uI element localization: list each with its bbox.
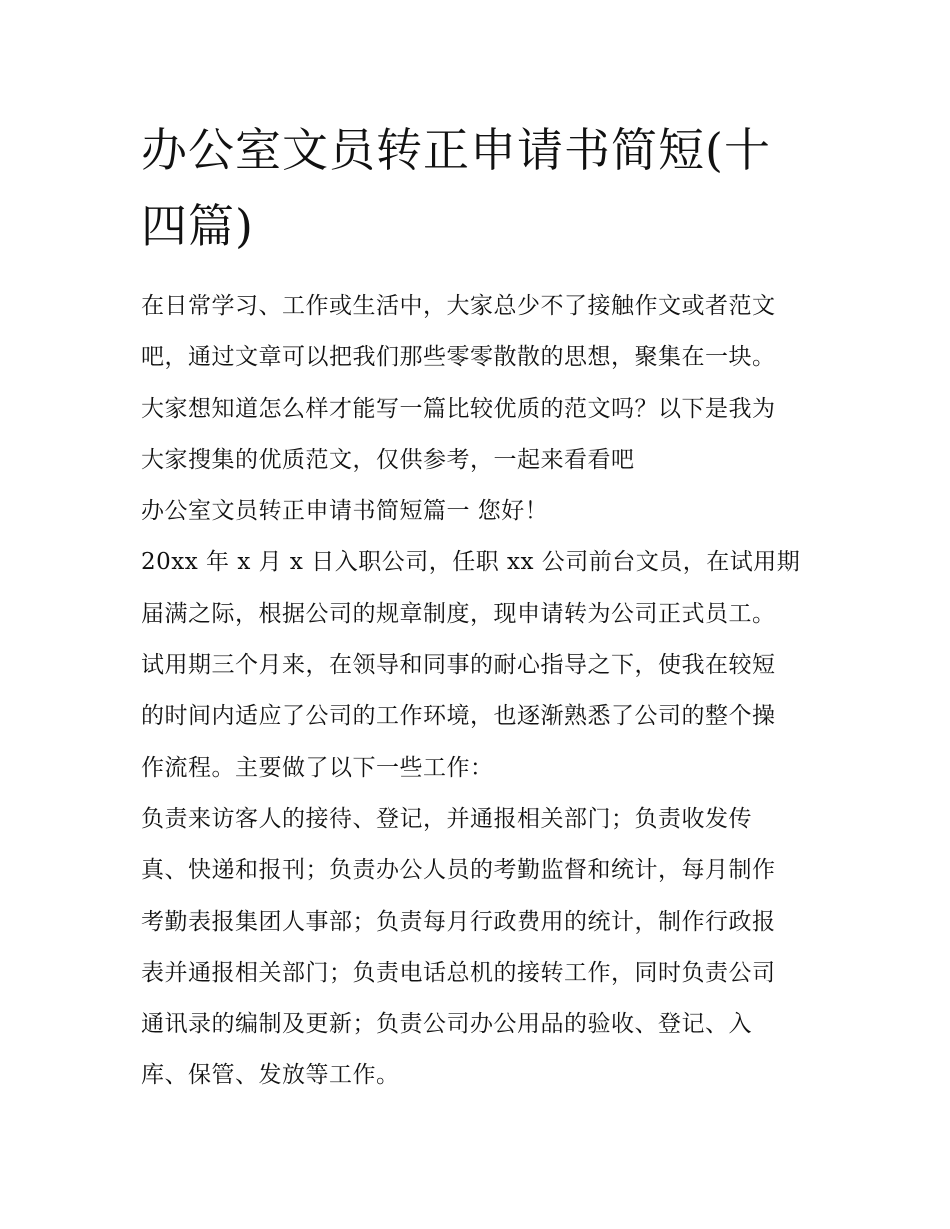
title-line: 办公室文员转正申请书简短(十 [141, 123, 771, 177]
document-body [141, 281, 821, 1102]
document-title [141, 112, 821, 264]
body-line: 吧，通过文章可以把我们那些零零散散的思想，聚集在一块。 [141, 344, 776, 371]
body-line: 的时间内适应了公司的工作环境，也逐渐熟悉了公司的整个操 [141, 703, 776, 730]
body-line: 表并通报相关部门；负责电话总机的接转工作，同时负责公司 [141, 959, 776, 986]
body-line: 20xx 年 x 月 x 日入职公司，任职 xx 公司前台文员，在试用期 [141, 549, 801, 576]
body-line: 库、保管、发放等工作。 [141, 1062, 400, 1089]
body-line: 试用期三个月来，在领导和同事的耐心指导之下，使我在较短 [141, 652, 776, 679]
body-line: 作流程。主要做了以下一些工作： [141, 754, 494, 781]
body-line: 大家想知道怎么样才能写一篇比较优质的范文吗？以下是我为 [141, 395, 776, 422]
body-line: 考勤表报集团人事部；负责每月行政费用的统计，制作行政报 [141, 908, 776, 935]
body-line: 在日常学习、工作或生活中，大家总少不了接触作文或者范文 [141, 293, 776, 319]
body-line: 届满之际，根据公司的规章制度，现申请转为公司正式员工。 [141, 600, 776, 627]
body-line: 真、快递和报刊；负责办公人员的考勤监督和统计，每月制作 [141, 857, 776, 884]
body-line: 大家搜集的优质范文，仅供参考，一起来看看吧 [141, 446, 635, 473]
title-line: 四篇) [141, 199, 254, 253]
section-heading-line: 办公室文员转正申请书简短篇一 您好！ [141, 498, 549, 525]
body-line: 通讯录的编制及更新；负责公司办公用品的验收、登记、入 [141, 1011, 752, 1038]
document-page [141, 112, 821, 1102]
body-line: 负责来访客人的接待、登记，并通报相关部门；负责收发传 [141, 805, 752, 832]
